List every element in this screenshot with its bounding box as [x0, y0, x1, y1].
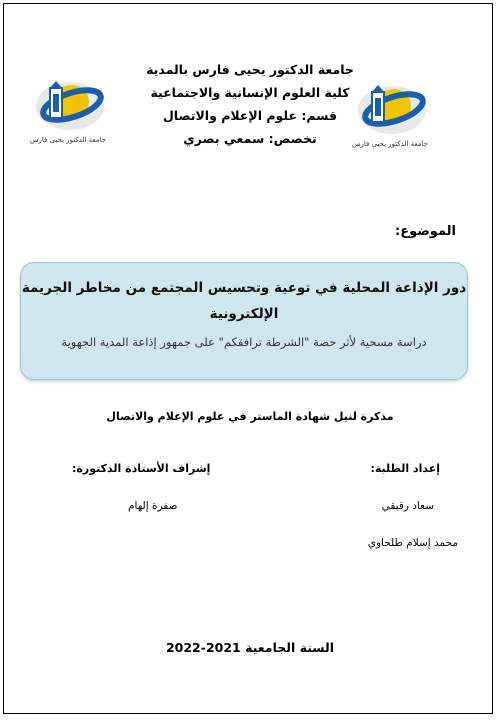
academic-year: السنة الجامعية 2021-2022: [165, 640, 335, 655]
thesis-title: [21, 275, 467, 327]
thesis-title-line1: دور الإذاعة المحلية في توعية وتحسيس المجتمع من مخاطر الجريمة: [21, 280, 467, 296]
logo-caption-left: جامعة الدكتور يحيى فارس: [29, 136, 107, 144]
prepared-by-label: إعداد الطلبة:: [370, 462, 440, 475]
university-name: جامعة الدكتور يحيى فارس بالمدية: [146, 62, 354, 77]
university-logo-right: [350, 76, 430, 156]
student-name: سعاد رقيقي: [381, 500, 434, 512]
university-emblem-icon: [28, 72, 108, 136]
university-emblem-icon: [350, 76, 430, 140]
specialty-name: تخصص: سمعي بصري: [183, 131, 317, 146]
student-name: محمد إسلام طلحاوي: [367, 537, 458, 549]
supervision-label: إشراف الأستاذة الدكتورة:: [72, 462, 211, 475]
thesis-title-box: [20, 262, 468, 380]
memo-statement: مذكرة لنيل شهادة الماستر في علوم الإعلام والاتصال: [106, 410, 394, 423]
thesis-subtitle: دراسة مسحية لأثر حصة "الشرطة ترافقكم" على جمهور إذاعة المدية الجهوية: [61, 335, 427, 349]
faculty-name: كلية العلوم الإنسانية والاجتماعية: [150, 85, 350, 100]
department-name: قسم: علوم الإعلام والاتصال: [162, 108, 338, 123]
university-logo-left: [28, 72, 108, 152]
thesis-title-line2: الإلكترونية: [209, 306, 279, 322]
subject-label: الموضوع:: [395, 224, 456, 239]
logo-caption-right: جامعة الدكتور يحيى فارس: [351, 140, 429, 148]
supervisor-name: صفرة إلهام: [128, 500, 178, 512]
